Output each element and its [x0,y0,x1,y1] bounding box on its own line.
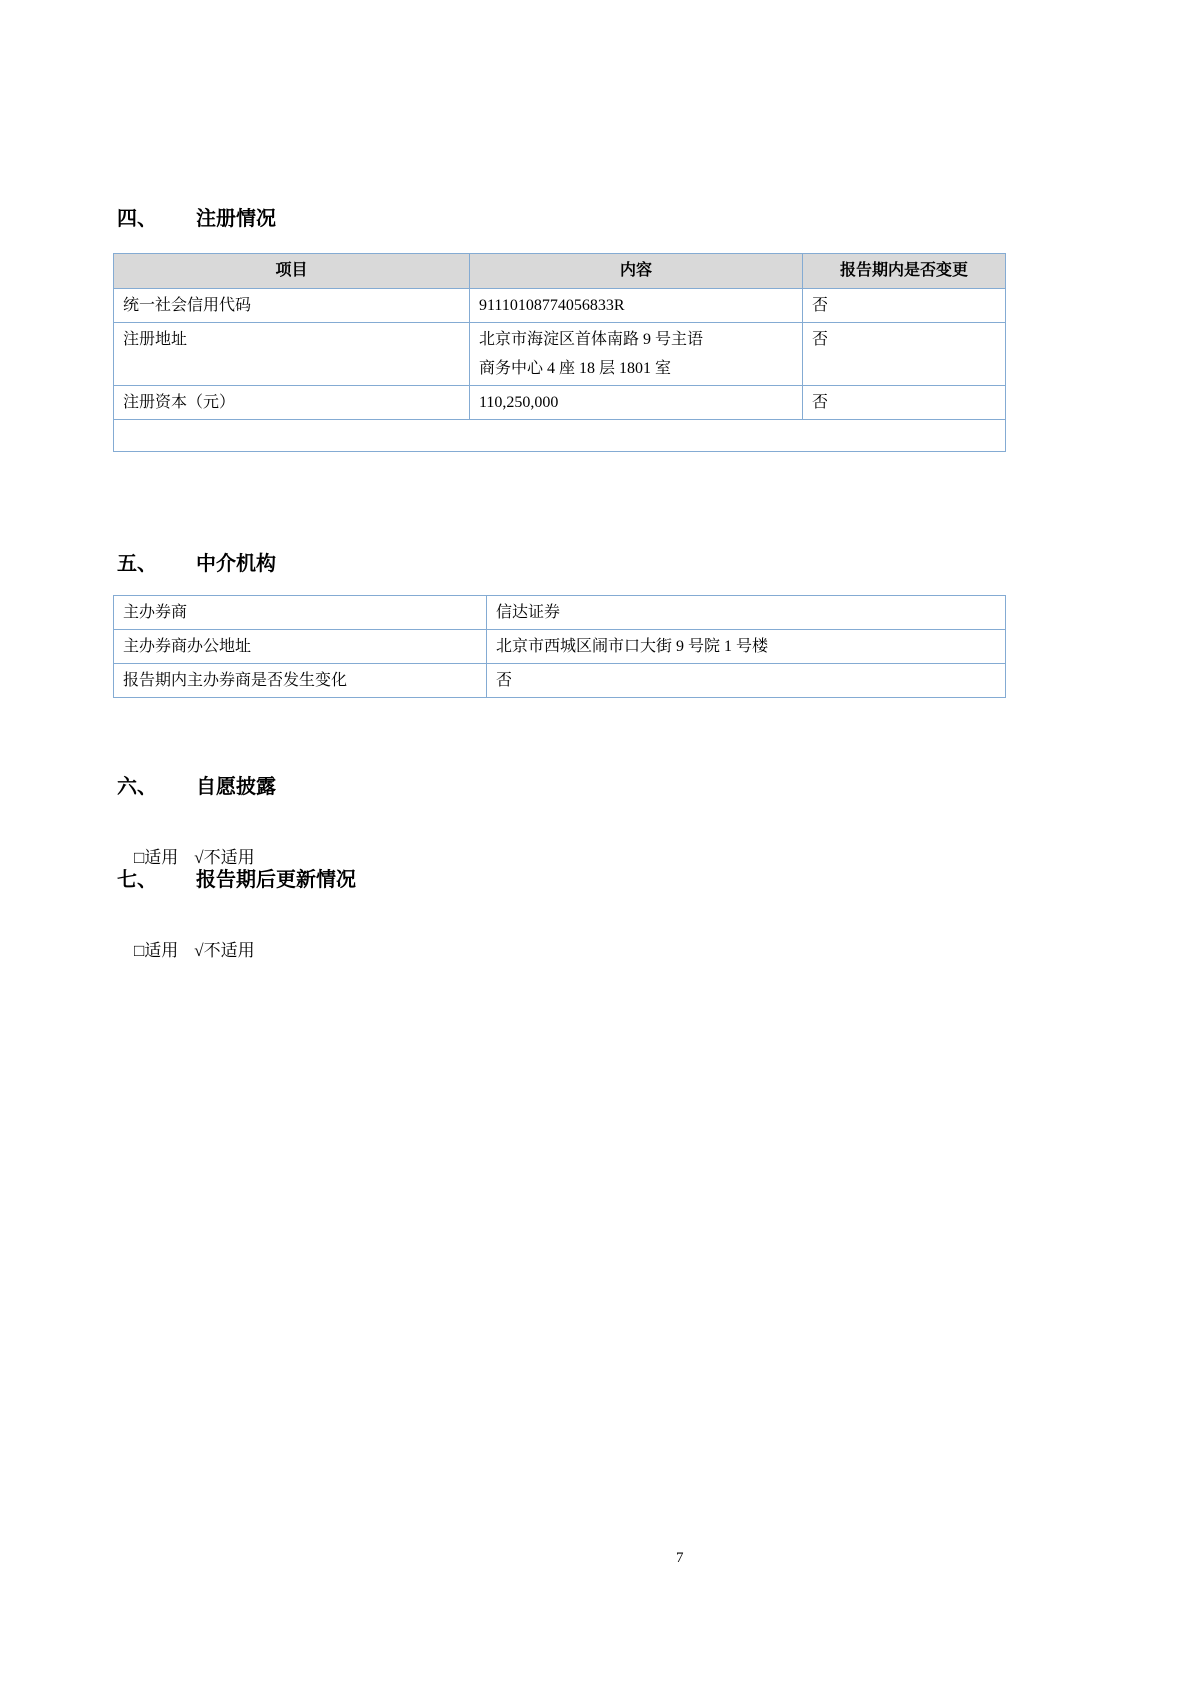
check-mark-icon: √ [194,941,204,960]
section-title: 自愿披露 [196,776,276,798]
section-heading-post-period-update [117,865,356,895]
cell-item: 注册资本（元） [114,386,470,420]
not-applicable-label: 不适用 [203,848,255,867]
header-cell-content: 内容 [470,254,803,289]
empty-cell [114,420,1006,452]
cell-content [470,323,803,386]
cell-content-text: 北京市海淀区首体南路 9 号主语商务中心 4 座 18 层 1801 室 [479,331,704,377]
cell-content: 110,250,000 [470,386,803,420]
table-row-empty [114,420,1006,452]
section-number: 五、 [117,553,157,575]
cell-value: 信达证券 [487,596,1006,630]
header-cell-changed: 报告期内是否变更 [803,254,1006,289]
table-row [114,289,1006,323]
section-title: 中介机构 [196,553,276,575]
table-row [114,323,1006,386]
section-number: 七、 [117,869,157,891]
check-mark-icon: √ [194,848,204,867]
checkbox-unchecked-icon: □ [134,848,145,867]
cell-item: 统一社会信用代码 [114,289,470,323]
section-title: 注册情况 [196,208,276,230]
section-heading-registration [117,204,276,234]
table-header-row [114,254,1006,289]
table-row [114,630,1006,664]
section-heading-voluntary-disclosure [117,772,276,802]
header-cell-item: 项目 [114,254,470,289]
intermediary-table [113,595,1006,698]
table-row [114,664,1006,698]
cell-label: 报告期内主办券商是否发生变化 [114,664,487,698]
section-number: 四、 [117,208,157,230]
section-number: 六、 [117,776,157,798]
page-number: 7 [676,1550,684,1566]
checkbox-unchecked-icon: □ [134,941,145,960]
applicable-label: 适用 [144,941,179,960]
cell-changed: 否 [803,386,1006,420]
registration-table-header [114,254,1006,289]
not-applicable-label: 不适用 [203,941,255,960]
table-row [114,386,1006,420]
section-title: 报告期后更新情况 [196,869,356,891]
cell-value: 否 [487,664,1006,698]
registration-table [113,253,1006,452]
cell-label: 主办券商 [114,596,487,630]
cell-changed: 否 [803,323,1006,386]
cell-item: 注册地址 [114,323,470,386]
cell-value: 北京市西城区闹市口大街 9 号院 1 号楼 [487,630,1006,664]
section-heading-intermediary [117,549,276,579]
applicable-label: 适用 [144,848,179,867]
cell-changed: 否 [803,289,1006,323]
cell-label: 主办券商办公地址 [114,630,487,664]
cell-content: 91110108774056833R [470,289,803,323]
table-row [114,596,1006,630]
applicability-line [117,915,255,987]
